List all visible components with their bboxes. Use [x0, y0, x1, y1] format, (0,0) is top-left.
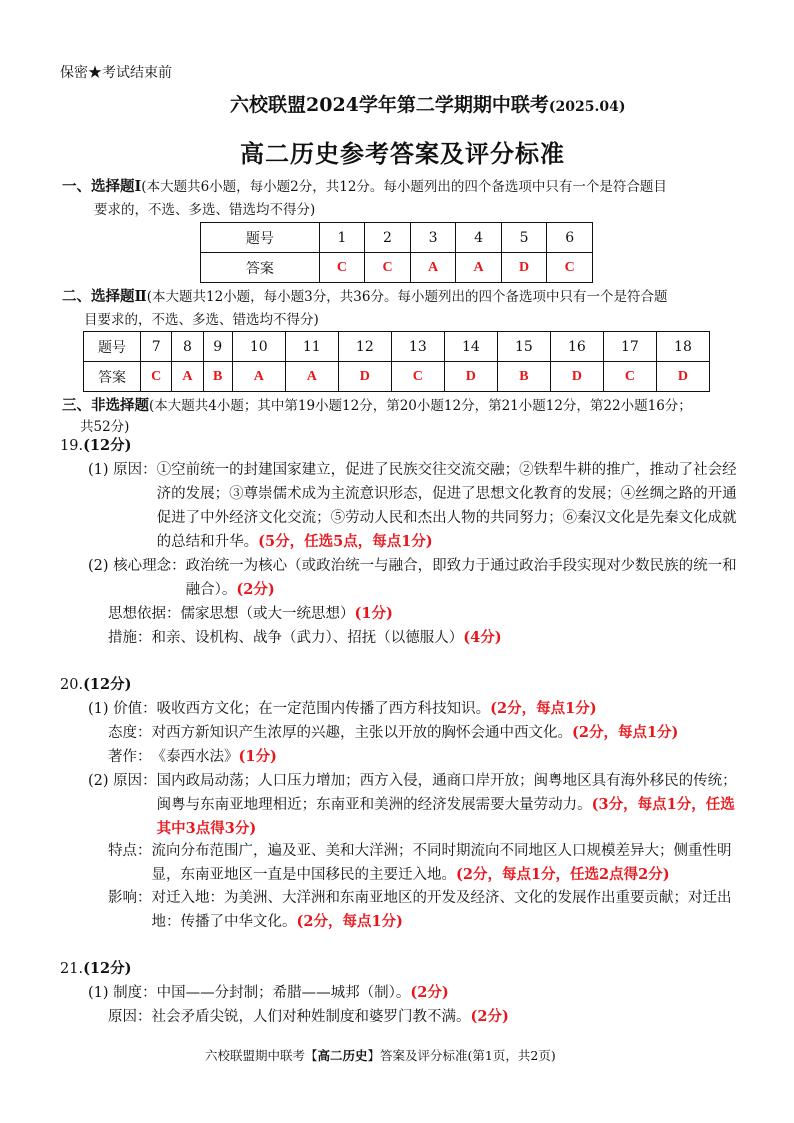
item-label: 影响：: [108, 890, 152, 906]
question-number-cell: 5: [501, 223, 547, 253]
item-label: 著作：: [108, 749, 152, 765]
section3-heading: [62, 395, 752, 438]
answer-table-2: [83, 331, 710, 392]
answer-cell: A: [172, 362, 203, 392]
answer-item: [88, 981, 738, 1005]
item-text: 儒家思想（或大一统思想）: [180, 606, 355, 622]
footer-total: 2: [530, 1048, 539, 1063]
answer-cell: A: [285, 362, 338, 392]
answer-cell: B: [497, 362, 550, 392]
answer-cell: C: [391, 362, 444, 392]
item-label: (2) 核心理念：: [88, 558, 186, 574]
exam-name: 六校联盟2024学年第二学期期中联考: [230, 94, 549, 116]
section1-heading: [62, 175, 752, 222]
answer-item: [108, 626, 738, 650]
answer-cell: C: [319, 253, 365, 283]
section2-heading: [62, 285, 752, 332]
question-number-cell: 6: [547, 223, 593, 253]
item-text: 和亲、设机构、战争（武力）、招抚（以德服人）: [151, 630, 464, 646]
answer-item: [108, 839, 738, 887]
question-number-cell: 4: [456, 223, 502, 253]
page-footer: [205, 1046, 556, 1064]
footer-text: 页，共: [492, 1048, 531, 1063]
exam-title: [230, 90, 625, 117]
section3-desc-2: 共52分): [80, 419, 130, 435]
table-row: [201, 253, 593, 283]
answer-cell: D: [656, 362, 709, 392]
item-score: (2分，每点1分): [572, 724, 679, 741]
item-score: (3分，每点1分，任选其中3点得3分): [156, 796, 735, 837]
answer-item: [108, 745, 738, 769]
item-score: (2分): [470, 1008, 509, 1025]
header-cell: 题号: [201, 223, 320, 253]
item-label: 思想依据：: [108, 606, 181, 622]
question-score: (12分): [83, 676, 132, 693]
answer-cell: B: [203, 362, 232, 392]
question-number-cell: 1: [319, 223, 365, 253]
page-title: 高二历史参考答案及评分标准: [240, 139, 565, 168]
item-text: 国内政局动荡；人口压力增加；西方入侵，通商口岸开放；闽粤地区具有海外移民的传统；闽粤与东南亚地理相近；东南亚和美洲的经济发展需要大量劳动力。: [156, 773, 737, 813]
item-label: (2) 原因：: [88, 773, 157, 789]
question-number-cell: 10: [232, 332, 285, 362]
question-heading: [60, 673, 131, 697]
question-number-cell: 13: [391, 332, 444, 362]
exam-date: (2025.04): [548, 99, 626, 115]
item-text: 对迁入地：为美洲、大洋洲和东南亚地区的开发及经济、文化的发展作出重要贡献；对迁出地：传播了中华文化。: [151, 890, 732, 930]
item-label: 态度：: [108, 725, 152, 741]
footer-page: 1: [484, 1048, 493, 1063]
item-score: (2分，每点1分，任选2点得2分): [456, 866, 670, 883]
question-number: 21.: [60, 961, 84, 977]
table-row: [84, 332, 710, 362]
item-label: (1) 制度：: [88, 985, 157, 1001]
answer-cell: C: [603, 362, 656, 392]
section1-title: 一、选择题Ⅰ: [62, 178, 142, 195]
question-score: (12分): [83, 960, 132, 977]
question-number-cell: 11: [285, 332, 338, 362]
header-cell: 答案: [201, 253, 320, 283]
item-text: 对西方新知识产生浓厚的兴趣，主张以开放的胸怀会通中西文化。: [151, 725, 572, 741]
question-heading: [60, 957, 131, 981]
footer-text: 六校联盟期中联考【: [205, 1048, 318, 1063]
item-text: 流向分布范围广，遍及亚、美和大洋洲；不同时期流向不同地区人口规模差异大；侧重性明显，东南亚地区一直是中国移民的主要迁入地。: [151, 843, 732, 883]
item-text: 《泰西水法》: [151, 749, 239, 765]
answer-table-1: [200, 222, 593, 283]
item-score: (4分): [463, 629, 502, 646]
item-text: 吸收西方文化；在一定范围内传播了西方科技知识。: [156, 701, 491, 717]
header-cell: 答案: [84, 362, 141, 392]
section1-desc: (本大题共6小题，每小题2分，共12分。每小题列出的四个备选项中只有一个是符合题目: [141, 179, 667, 195]
item-text: 社会矛盾尖锐，人们对种姓制度和婆罗门教不满。: [151, 1009, 471, 1025]
question-number-cell: 8: [172, 332, 203, 362]
item-text: 中国——分封制；希腊——城邦（制）。: [156, 985, 411, 1001]
item-score: (5分，任选5点，每点1分): [258, 533, 433, 550]
question-number-cell: 14: [444, 332, 497, 362]
item-score: (2分): [236, 581, 275, 598]
answer-item: [108, 602, 738, 626]
item-score: (1分): [354, 605, 393, 622]
answer-cell: D: [501, 253, 547, 283]
item-score: (1分): [238, 748, 277, 765]
answer-item: [88, 697, 738, 721]
answer-item: [108, 1005, 738, 1029]
answer-item: [88, 769, 738, 841]
answer-item: [108, 721, 738, 745]
question-number-cell: 7: [141, 332, 172, 362]
item-text: 政治统一为核心（或政治统一与融合，即致力于通过政治手段实现对少数民族的统一和融合）。: [185, 558, 737, 598]
question-number-cell: 12: [338, 332, 391, 362]
question-number-cell: 17: [603, 332, 656, 362]
answer-cell: C: [365, 253, 411, 283]
item-label: 特点：: [108, 843, 152, 859]
answer-cell: C: [547, 253, 593, 283]
question-number-cell: 16: [550, 332, 603, 362]
answer-item: [108, 886, 738, 934]
section1-desc-2: 要求的，不选、多选、错选均不得分): [94, 202, 316, 218]
section3-desc: (本大题共4小题；其中第19小题12分，第20小题12分，第21小题12分，第22小题16分；: [149, 398, 692, 414]
item-label: 措施：: [108, 630, 152, 646]
item-label: (1) 原因：: [88, 462, 157, 478]
question-number-cell: 9: [203, 332, 232, 362]
item-label: 原因：: [108, 1009, 152, 1025]
question-number-cell: 2: [365, 223, 411, 253]
answer-cell: D: [444, 362, 497, 392]
question-number: 20.: [60, 677, 84, 693]
section2-title: 二、选择题Ⅱ: [62, 288, 147, 305]
answer-item: [88, 458, 738, 554]
item-score: (2分): [410, 984, 449, 1001]
table-row: [201, 223, 593, 253]
table-row: [84, 362, 710, 392]
question-score: (12分): [83, 437, 132, 454]
item-score: (2分，每点1分): [296, 913, 403, 930]
section2-desc-2: 目要求的，不选、多选、错选均不得分): [84, 312, 319, 328]
footer-text: 】答案及评分标准(第: [367, 1048, 485, 1063]
question-number: 19.: [60, 438, 84, 454]
answer-cell: A: [456, 253, 502, 283]
answer-cell: D: [550, 362, 603, 392]
answer-cell: C: [141, 362, 172, 392]
question-heading: [60, 434, 131, 458]
header-cell: 题号: [84, 332, 141, 362]
question-number-cell: 15: [497, 332, 550, 362]
answer-cell: A: [232, 362, 285, 392]
item-label: (1) 价值：: [88, 701, 157, 717]
footer-subject: 高二历史: [317, 1048, 368, 1063]
question-number-cell: 18: [656, 332, 709, 362]
section3-title: 三、非选择题: [62, 397, 149, 414]
section2-desc: (本大题共12小题，每小题3分，共36分。每小题列出的四个备选项中只有一个是符合题: [146, 289, 668, 305]
answer-item: [88, 554, 738, 602]
footer-text: 页): [538, 1048, 556, 1063]
item-text: ①空前统一的封建国家建立，促进了民族交往交流交融；②铁犁牛耕的推广，推动了社会经济的发展；③尊崇儒术成为主流意识形态，促进了思想文化教育的发展；④丝绸之路的开通促进了中外经济文化交流；⑤劳动人民和杰出人物的共同努力；⑥秦汉文化是先秦文化成就的总结和升华。: [156, 462, 737, 550]
confidential-label: 保密★考试结束前: [60, 65, 172, 81]
question-number-cell: 3: [410, 223, 456, 253]
answer-cell: D: [338, 362, 391, 392]
answer-cell: A: [410, 253, 456, 283]
item-score: (2分，每点1分): [490, 700, 597, 717]
